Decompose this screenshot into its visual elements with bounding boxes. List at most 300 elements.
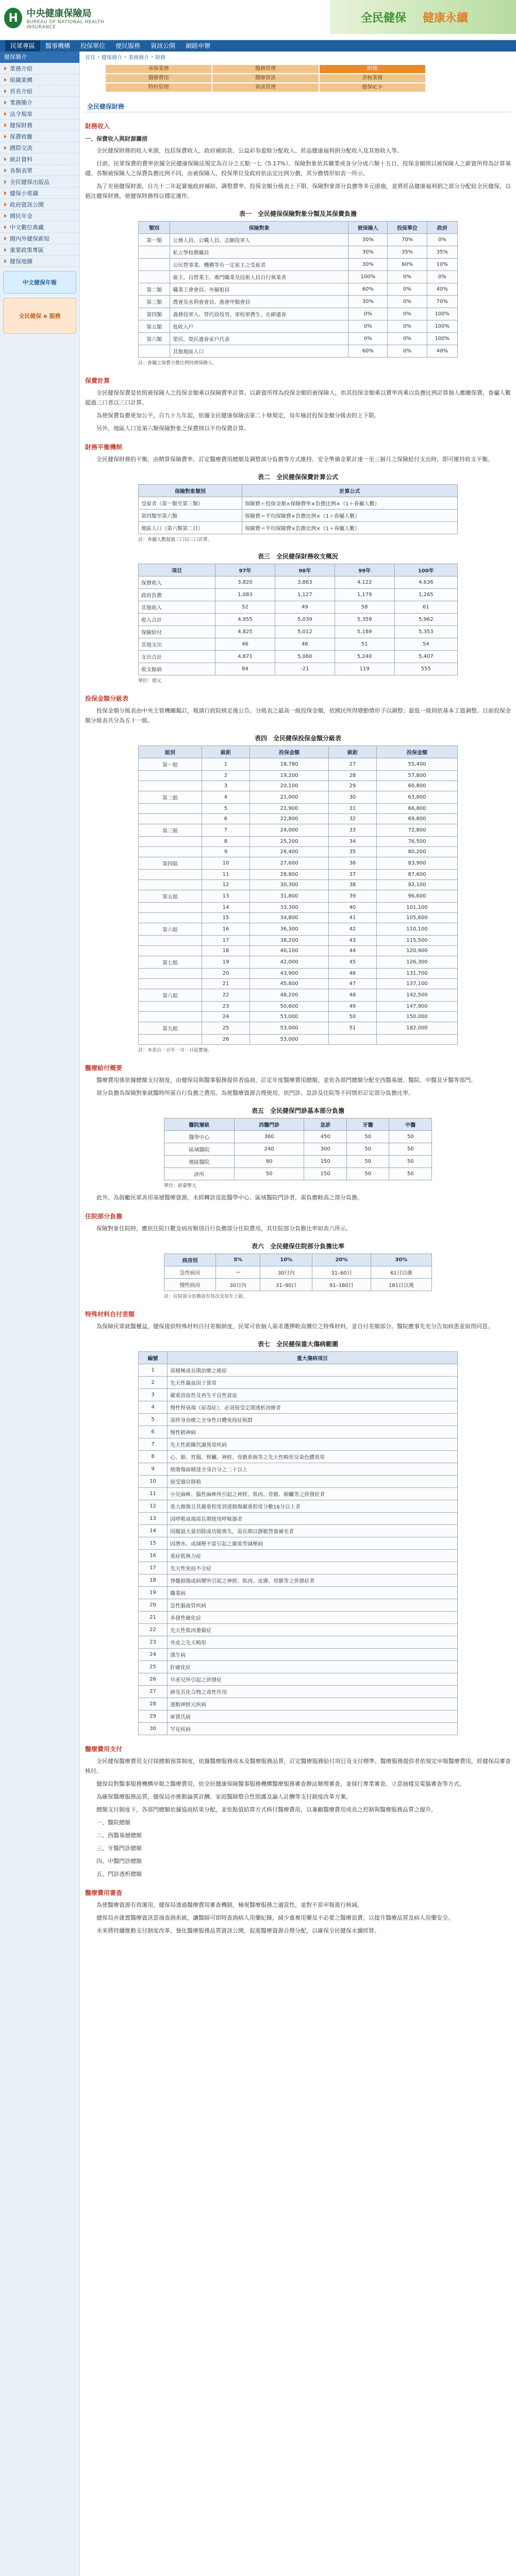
arrow-right-icon <box>4 146 7 150</box>
table-row <box>139 923 458 936</box>
table-cell: 21 <box>139 1612 168 1624</box>
paragraph: 全民健保財務的收入來源，包括保費收入、政府補助款、公益彩券盈餘分配收入、菸品健康福利捐分配收入及其他收入等。 <box>96 147 403 154</box>
sidebar-item[interactable] <box>0 86 79 97</box>
table-cell: 區域醫院 <box>164 1143 235 1156</box>
paragraph: 全民健保醫療費用支付採總額預算制度，依據醫療服務成本及醫療服務品質，訂定醫療服務給付項目及支付標準。醫療服務提供者依規定申報醫療費用，經健保局審查核付。 <box>85 1758 511 1774</box>
table-cell: 5 <box>139 1414 168 1426</box>
table-cell: 53,000 <box>249 1022 328 1035</box>
table-cell: 5,407 <box>394 651 457 663</box>
sidebar-item[interactable] <box>0 131 79 142</box>
nav-tab[interactable]: 投保單位 <box>80 42 106 49</box>
arrow-right-icon <box>4 66 7 71</box>
table-row <box>139 333 458 345</box>
table-cell: 公務人員、公職人員、志願役軍人 <box>170 234 348 246</box>
section-title: 醫療給付概要 <box>85 1064 123 1072</box>
table-cell: 70% <box>427 296 457 308</box>
table-cell: 15 <box>139 1537 168 1550</box>
table-cell: 接受器官移植 <box>168 1476 458 1488</box>
table-cell: 0% <box>388 271 427 283</box>
arrow-right-icon <box>4 100 7 105</box>
table-cell: 受雇者（第一類至第三類） <box>139 497 242 510</box>
table-header: 30% <box>371 1254 431 1266</box>
nav-tab[interactable]: 民眾專區 <box>5 40 40 52</box>
table-cell: 21,000 <box>249 791 328 804</box>
table-caption: 表三 全民健保財務收支概況 <box>257 553 338 560</box>
table-cell: 33,300 <box>249 903 328 913</box>
table-cell: 10 <box>139 1476 168 1488</box>
table-row <box>139 1710 458 1723</box>
table-cell: 10% <box>427 259 457 271</box>
table-cell: 63,800 <box>376 791 457 804</box>
table-cell: 地區人口（第六類第二目） <box>139 522 242 534</box>
table-row <box>139 497 458 510</box>
table-cell: 重大創傷且其嚴重程度到達創傷嚴重程度分數16分以上者 <box>168 1500 458 1513</box>
table-cell: 3,863 <box>275 577 335 589</box>
table-cell: 300 <box>304 1143 347 1156</box>
table-cell: 小兒麻痺、腦性麻痺所引起之神經、肌肉、骨骼、肺臟等之併發症者 <box>168 1488 458 1500</box>
table-cell: 48 <box>275 638 335 651</box>
nav-tab[interactable]: 資訊公開 <box>151 42 176 49</box>
table-row <box>139 956 458 969</box>
sidebar-item[interactable] <box>0 199 79 210</box>
sidebar-item-label: 法令規章 <box>10 110 32 117</box>
sidebar-item[interactable] <box>0 120 79 131</box>
table-cell: 保險給付 <box>139 626 215 638</box>
table-cell: 2 <box>139 1377 168 1389</box>
breadcrumb-separator-icon: › <box>97 54 99 60</box>
table-cell: 58 <box>335 601 394 614</box>
table-header: 保險對象類別 <box>139 485 242 497</box>
table-catastrophic-illness <box>138 1351 458 1735</box>
table-row <box>139 345 458 358</box>
table-cell: 5 <box>202 804 249 814</box>
table-cell: 11 <box>139 1488 168 1500</box>
table-cell: 92,100 <box>376 880 457 890</box>
table-cell: 先天性免疫不全症 <box>168 1562 458 1574</box>
table-cell: 7 <box>139 1438 168 1451</box>
table-cell: 第一組 <box>139 758 202 771</box>
paragraph: 此外，為鼓勵民眾善用基層醫療資源，未經轉診逕赴醫學中心、區域醫院門診者，需負擔較高之部分負擔。 <box>96 1194 363 1201</box>
paragraph: 為了充裕健保財源，自九十二年起實施政府補助、調整費率、投保金額分級表上下限、保險對象部分負擔等多元措施，並將菸品健康福利捐之部分分配給全民健保，以挹注健保財務，使健保財務得以穩定運作。 <box>85 183 511 199</box>
sidebar-item[interactable] <box>0 222 79 233</box>
table-cell <box>139 804 202 814</box>
table-cell: 第二組 <box>139 791 202 804</box>
table-cell: 2 <box>202 771 249 781</box>
table-row <box>139 246 458 259</box>
table-cell: 早產兒所引起之併發症 <box>168 1673 458 1686</box>
table-row <box>139 1587 458 1599</box>
table-cell: 150,000 <box>376 1012 457 1022</box>
table-cell: 37 <box>328 870 376 880</box>
table-row <box>139 1649 458 1661</box>
table-row <box>139 804 458 814</box>
table-cell: 29 <box>328 781 376 791</box>
table-cell <box>139 814 202 824</box>
sidebar-heading: 健保簡介 <box>0 52 79 63</box>
table-cell: 第四組 <box>139 857 202 870</box>
table-cell: 職業工會會員、外僱船員 <box>170 283 348 296</box>
table-row <box>139 1550 458 1562</box>
sidebar-item[interactable] <box>0 154 79 165</box>
table-cell: 運動神經元疾病 <box>168 1698 458 1710</box>
subnav-item[interactable]: 資訊管理 <box>212 83 318 92</box>
table-cell: 53,000 <box>249 1012 328 1022</box>
sidebar-banner-eservice[interactable]: 全民健保 e 服務 <box>3 298 76 334</box>
table-cell: 18 <box>139 1574 168 1587</box>
table-caption: 表二 全民健保保費計算公式 <box>257 473 338 481</box>
arrow-right-icon <box>4 123 7 127</box>
table-cell: 1,127 <box>275 589 335 601</box>
table-cell: 15 <box>202 913 249 923</box>
table-row <box>139 1476 458 1488</box>
slogan-b: 健康永續 <box>423 12 469 25</box>
sidebar-item-label: 政府資訊公開 <box>10 201 44 208</box>
table-cell: 罕見疾病 <box>168 1723 458 1735</box>
breadcrumb-item[interactable]: 首頁 <box>85 55 95 61</box>
table-cell: 50,600 <box>249 1002 328 1012</box>
table-cell: 義務役軍人、替代役役男、軍校軍費生、在卹遺眷 <box>170 308 348 320</box>
table-cell: 22 <box>202 989 249 1002</box>
table-cell: 50 <box>234 1168 304 1180</box>
table-cell: 13 <box>139 1513 168 1525</box>
sidebar-item-label: 業務簡介 <box>10 99 32 106</box>
table-row <box>139 320 458 333</box>
nav-tab[interactable]: 網路申辦 <box>186 42 211 49</box>
list-item: 二、西醫基層總額 <box>96 1832 142 1839</box>
paragraph: 為使保費負擔更加公平，自九十九年起，依據全民健康保險法第二十條規定，每年檢討投保金額分級表的上下限。 <box>96 412 380 419</box>
paragraph: 為確保醫療服務品質，健保局亦推動論質計酬、家庭醫師整合性照護及論人計酬等支付制度改革方案。 <box>96 1793 352 1800</box>
table-row <box>139 890 458 903</box>
sidebar-item[interactable] <box>0 142 79 154</box>
subnav-item[interactable]: 醫務管理 <box>212 65 318 73</box>
breadcrumb-item[interactable]: 業務簡介 <box>128 55 149 61</box>
table-cell: 50 <box>346 1143 389 1156</box>
table-cell: 職業病 <box>168 1587 458 1599</box>
table-cell: 30% <box>348 259 388 271</box>
sidebar-banner-annual-report[interactable]: 中文健保年報 <box>3 271 76 294</box>
table-row <box>139 1012 458 1022</box>
table-cell: 70% <box>388 234 427 246</box>
table-cell: 嚴重溶血性及再生不良性貧血 <box>168 1389 458 1401</box>
paragraph: 保險對象住院時，應依住院日數及病房類別自行負擔部分住院費用，其住院部分負擔比率如表六所示。 <box>96 1225 352 1232</box>
table-cell: 50 <box>346 1131 389 1143</box>
section-title: 醫療費用支付 <box>85 1745 123 1753</box>
table-cell: 4 <box>139 1401 168 1414</box>
table-cell <box>139 913 202 923</box>
table-cell: 慢性病房 <box>164 1279 216 1291</box>
table-cell: 30 <box>328 791 376 804</box>
sidebar-item-label: 統計資料 <box>10 156 32 163</box>
sidebar-item[interactable] <box>0 210 79 222</box>
table-cell: 38 <box>328 880 376 890</box>
table-header: 重大傷病項目 <box>168 1352 458 1364</box>
table-cell: 96,600 <box>376 890 457 903</box>
table-cell: 60% <box>348 345 388 358</box>
table-cell: 35% <box>388 246 427 259</box>
nav-tab[interactable]: 便民服務 <box>115 42 141 49</box>
table-inpatient-copay <box>164 1253 432 1291</box>
table-cell: 保費收入 <box>139 577 215 589</box>
table-header: 西醫門診 <box>234 1118 304 1131</box>
section-title: 住院部分負擔 <box>85 1213 123 1220</box>
table-caption: 表四 全民健保投保金額分級表 <box>254 735 341 742</box>
main-nav <box>0 40 516 52</box>
table-row <box>139 847 458 857</box>
table-cell: 61 <box>394 601 457 614</box>
table-cell: 慢性腎衰竭（尿毒症），必須接受定期透析治療者 <box>168 1401 458 1414</box>
table-cell: 漢生病 <box>168 1649 458 1661</box>
table-note: 單位：億元 <box>138 679 162 684</box>
sidebar-item[interactable] <box>0 165 79 176</box>
sidebar-item[interactable] <box>0 108 79 120</box>
table-row <box>139 1463 458 1476</box>
sidebar-item-label: 各類表單 <box>10 167 32 174</box>
table-row <box>139 1377 458 1389</box>
table-cell: 35% <box>427 246 457 259</box>
table-row <box>139 969 458 979</box>
table-cell <box>139 936 202 946</box>
table-cell: 240 <box>234 1143 304 1156</box>
table-cell <box>139 345 170 358</box>
table-cell: 0% <box>348 320 388 333</box>
table-cell: 6 <box>202 814 249 824</box>
paragraph: 另外，地區人口及第六類保險對象之保費則以平均保費計算。 <box>96 425 249 432</box>
table-cell: 肝硬化症 <box>168 1661 458 1673</box>
table-cell: 收支餘絀 <box>139 663 215 675</box>
table-header: 投保金額 <box>249 746 328 758</box>
table-cell: 34 <box>328 837 376 847</box>
list-item: 三、牙醫門診總額 <box>96 1845 142 1852</box>
table-cell: 13 <box>202 890 249 903</box>
table-row <box>139 1389 458 1401</box>
table-row <box>139 663 458 675</box>
table-cell: 31,800 <box>249 890 328 903</box>
table-cell <box>139 847 202 857</box>
table-row <box>139 1723 458 1735</box>
subnav-item[interactable]: 醫療費用 <box>106 74 211 82</box>
budget-list <box>85 1818 511 1879</box>
paragraph: 部分負擔為保險對象就醫時所需自行負擔之費用。為使醫療資源合理使用，依門診、急診及住院等不同情形訂定部分負擔比率。 <box>96 1090 414 1096</box>
table-cell: 6 <box>139 1426 168 1438</box>
sidebar <box>0 52 80 2576</box>
table-cell: 11 <box>202 870 249 880</box>
table-cell: 115,500 <box>376 936 457 946</box>
table-cell <box>139 903 202 913</box>
table-row <box>164 1266 432 1279</box>
table-header: 10% <box>260 1254 312 1266</box>
section-title: 財務平衡機制 <box>85 444 123 451</box>
table-cell: 17 <box>202 936 249 946</box>
table-cell: 55,400 <box>376 758 457 771</box>
table-row <box>164 1143 432 1156</box>
site-logo[interactable] <box>4 4 123 32</box>
paragraph: 目前，民眾保費的費率依據全民健康保險法規定為百分之五點一七（5.17%）。保險對象依其職業或身分分成六類十五目，投保金額則以被保險人之薪資所得為計算基礎。各類被保險人之保費負擔比例不同，由被保險人、投保單位及政府依法定比例分擔，其分擔情形如表一所示。 <box>85 160 511 177</box>
table-cell: 公民營事業、機構等有一定雇主之受雇者 <box>170 259 348 271</box>
table-cell: 50 <box>346 1156 389 1168</box>
table-cell: 16 <box>202 923 249 936</box>
table-cell <box>139 1012 202 1022</box>
sidebar-item-label: 國民年金 <box>10 212 32 219</box>
table-row <box>139 758 458 771</box>
table-row <box>139 308 458 320</box>
table-premium-share <box>138 221 458 358</box>
table-cell: 30日內 <box>216 1279 260 1291</box>
table-row <box>139 1661 458 1673</box>
main-content <box>85 52 511 1936</box>
table-cell <box>139 1002 202 1012</box>
table-row <box>139 522 458 534</box>
table-cell: 60% <box>348 283 388 296</box>
arrow-right-icon <box>4 180 7 184</box>
nav-tab[interactable]: 醫事機構 <box>45 42 71 49</box>
paragraph: 投保金額分級表由中央主管機關擬訂，報請行政院核定後公告。分級表之最高一級投保金額，依國民所得變動情形予以調整；最低一級則依基本工資調整。目前投保金額分級表共分為五十一級。 <box>85 707 511 724</box>
table-cell: 4,871 <box>215 651 275 663</box>
table-cell: 21,900 <box>249 804 328 814</box>
table-cell: 第三類 <box>139 296 170 308</box>
page-title: 全民健保財務 <box>85 101 511 112</box>
table-cell: 第六組 <box>139 923 202 936</box>
table-row <box>139 913 458 923</box>
table-cell: 第二類 <box>139 283 170 296</box>
section-title: 保費計算 <box>85 377 110 384</box>
table-cell: 5,060 <box>275 651 335 663</box>
table-cell: 10 <box>202 857 249 870</box>
table-cell: 3 <box>139 1389 168 1401</box>
table-row <box>139 651 458 663</box>
table-cell: 先天性肌肉萎縮症 <box>168 1624 458 1636</box>
table-cell: 49 <box>328 1002 376 1012</box>
table-row <box>164 1131 432 1143</box>
table-cell: 12 <box>202 880 249 890</box>
table-row <box>139 283 458 296</box>
table-cell: 38,200 <box>249 936 328 946</box>
sidebar-item[interactable] <box>0 176 79 188</box>
table-cell: 69,800 <box>376 814 457 824</box>
sidebar-item-label: 首長介紹 <box>10 88 32 95</box>
table-cell: 555 <box>394 663 457 675</box>
header <box>0 0 516 40</box>
table-cell: 182,000 <box>376 1022 457 1035</box>
subnav-item[interactable]: 財務 <box>320 65 425 73</box>
table-cell: 25 <box>202 1022 249 1035</box>
table-cell: 16 <box>139 1550 168 1562</box>
sidebar-item[interactable] <box>0 233 79 244</box>
table-cell: 30,300 <box>249 880 328 890</box>
table-cell: 榮民、榮民遺眷家戶代表 <box>170 333 348 345</box>
sidebar-item[interactable] <box>0 63 79 74</box>
sidebar-item[interactable] <box>0 188 79 199</box>
subnav-item[interactable]: 健保IC卡 <box>320 83 425 92</box>
table-cell: 30% <box>348 296 388 308</box>
table-cell: 診所 <box>164 1168 235 1180</box>
logo-title: 中央健康保險局 <box>26 8 92 19</box>
table-cell: 第七組 <box>139 956 202 969</box>
table-cell: 5,962 <box>394 614 457 626</box>
table-cell: 66,800 <box>376 804 457 814</box>
table-cell: 150 <box>304 1168 347 1180</box>
table-cell: 31–90日 <box>260 1279 312 1291</box>
table-cell: 181日以後 <box>371 1279 431 1291</box>
table-header: 牙醫 <box>346 1118 389 1131</box>
table-cell: 雇主、自營業主、專門職業及技術人員自行執業者 <box>170 271 348 283</box>
table-row <box>139 1624 458 1636</box>
subnav-item[interactable]: 醫療資訊 <box>212 74 318 82</box>
arrow-right-icon <box>4 236 7 241</box>
table-row <box>139 1698 458 1710</box>
table-cell: 27 <box>328 758 376 771</box>
table-cell: 0% <box>388 333 427 345</box>
subnav-item[interactable]: 特約管理 <box>106 83 211 92</box>
table-header: 編號 <box>139 1352 168 1364</box>
table-cell: 5,359 <box>335 614 394 626</box>
table-header: 20% <box>312 1254 371 1266</box>
breadcrumb-item[interactable]: 健保簡介 <box>102 55 122 61</box>
table-row <box>139 1414 458 1426</box>
arrow-right-icon <box>4 134 7 139</box>
table-row <box>139 1513 458 1525</box>
table-cell: 27,600 <box>249 857 328 870</box>
table-row <box>139 1401 458 1414</box>
table-cell: 360 <box>234 1131 304 1143</box>
table-row <box>139 1451 458 1463</box>
table-cell <box>376 1035 457 1045</box>
table-cell: 12 <box>139 1500 168 1513</box>
arrow-right-icon <box>4 191 7 195</box>
table-cell: 14 <box>139 1525 168 1537</box>
table-cell: 慢性精神病 <box>168 1426 458 1438</box>
table-cell: 燒燙傷面積達全身百分之二十以上 <box>168 1463 458 1476</box>
sidebar-item-label: 國內外健保新知 <box>10 235 49 242</box>
table-cell: 131,700 <box>376 969 457 979</box>
subnav-item[interactable]: 承保業務 <box>106 65 211 73</box>
table-finance-summary <box>138 564 458 675</box>
table-header: 計算公式 <box>242 485 457 497</box>
table-cell <box>139 880 202 890</box>
table-cell: 0% <box>348 333 388 345</box>
table-cell: 137,100 <box>376 979 457 989</box>
table-cell: 14 <box>202 903 249 913</box>
table-cell: 第九組 <box>139 1022 202 1035</box>
table-row <box>139 791 458 804</box>
table-cell: 42,000 <box>249 956 328 969</box>
subnav-item[interactable]: 查核業務 <box>320 74 425 82</box>
table-cell <box>139 837 202 847</box>
table-cell: 100% <box>427 308 457 320</box>
table-row <box>139 1002 458 1012</box>
sidebar-item[interactable] <box>0 244 79 256</box>
table-header: 97年 <box>215 564 275 577</box>
table-cell: 22 <box>139 1624 168 1636</box>
table-cell: 19 <box>139 1587 168 1599</box>
table-cell: 1,265 <box>394 589 457 601</box>
table-cell: 24 <box>139 1649 168 1661</box>
table-cell: 先天性凝血因子異常 <box>168 1377 458 1389</box>
sidebar-item[interactable] <box>0 74 79 86</box>
table-cell: 46 <box>215 638 275 651</box>
paragraph: 未來將持續推動支付制度改革，強化醫療服務品質資訊公開，促進醫療資源合理分配，以確保全民健保永續經營。 <box>96 1927 380 1934</box>
paragraph: 醫療費用係依據總額支付制度，由健保局與醫事服務提供者協商，訂定年度醫療費用總額，並依各部門總額分配至西醫基層、醫院、中醫及牙醫等部門。 <box>96 1077 476 1083</box>
table-header: 98年 <box>275 564 335 577</box>
table-cell: 第四類 <box>139 308 170 320</box>
table-cell: 急性病房 <box>164 1266 216 1279</box>
table-cell: 30% <box>348 234 388 246</box>
table-cell: 60% <box>388 259 427 271</box>
table-cell: 1 <box>139 1364 168 1377</box>
sidebar-item[interactable] <box>0 97 79 108</box>
arrow-right-icon <box>4 259 7 263</box>
sidebar-item[interactable] <box>0 256 79 267</box>
table-cell: 147,900 <box>376 1002 457 1012</box>
